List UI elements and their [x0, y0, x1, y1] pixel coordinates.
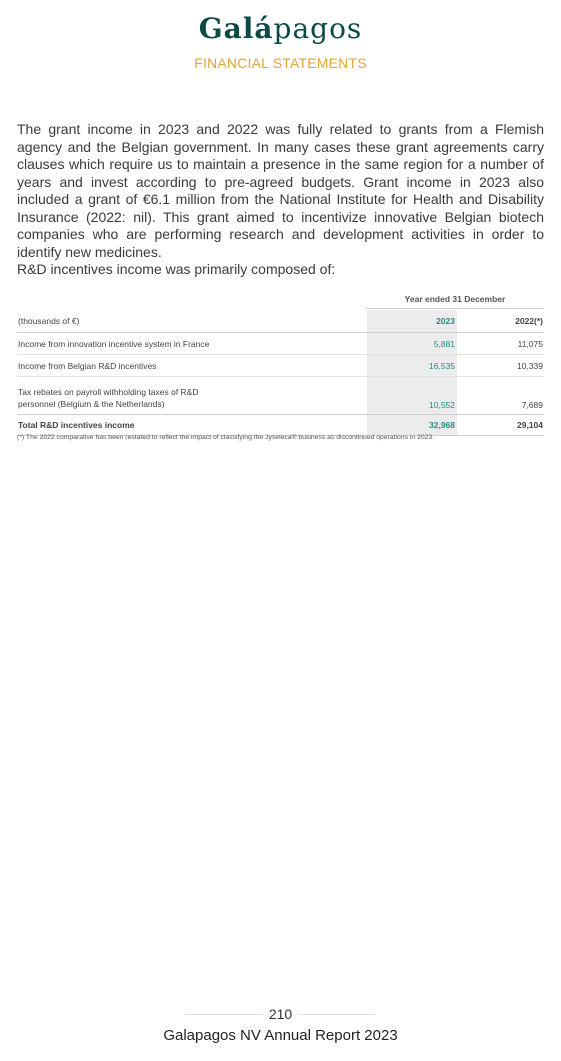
total-2023: 32,968 — [367, 415, 457, 436]
company-logo — [0, 12, 561, 45]
value-2023: 16,535 — [367, 355, 457, 377]
section-title: FINANCIAL STATEMENTS — [194, 55, 367, 71]
row-label: Income from Belgian R&D incentives — [17, 355, 367, 377]
value-2023: 5,881 — [367, 333, 457, 355]
total-label: Total R&D incentives income — [17, 415, 367, 436]
unit-label: (thousands of €) — [17, 310, 367, 333]
value-2022: 11,075 — [457, 333, 544, 355]
value-2022: 10,339 — [457, 355, 544, 377]
grant-income-paragraph: The grant income in 2023 and 2022 was fully related to grants from a Flemish agency and the Belgian government. In many cases these grant agreements carry clauses which require us to maintain a presence in the same region for a number of years and invest according to pre-agreed budgets. Grant income in 2023 also included a grant of €6.1 million from the National Institute for Health and Disability Insurance (2022: nil). This grant aimed to incentivize innovative Belgian biotech companies who are performing research and development activities in order to identify new medicines. — [17, 121, 544, 260]
period-header: Year ended 31 December — [404, 294, 506, 304]
table-total-row — [17, 415, 544, 436]
table-row — [17, 355, 544, 377]
period-divider — [366, 308, 544, 309]
table-row — [17, 333, 544, 355]
column-header-2023: 2023 — [367, 310, 457, 333]
total-2022: 29,104 — [457, 415, 544, 436]
table-header-row — [17, 310, 544, 333]
logo-text-bold: Galá — [198, 12, 274, 45]
page-number-text: 210 — [263, 1006, 298, 1022]
row-label: Income from innovation incentive system in France — [17, 333, 367, 355]
logo-text-light: pagos — [273, 12, 363, 45]
table-footnote: (*) The 2022 comparative has been restated to reflect the impact of classifying the Jyseleca® business as discontinued operations in 2023. — [17, 434, 435, 441]
table-row — [17, 377, 544, 415]
page-number — [0, 1006, 561, 1022]
value-2023: 10,552 — [367, 377, 457, 415]
row-label: Tax rebates on payroll withholding taxes of R&D personnel (Belgium & the Netherlands) — [17, 377, 367, 415]
column-header-2022: 2022(*) — [457, 310, 544, 333]
rd-incentives-lead: R&D incentives income was primarily composed of: — [17, 261, 336, 277]
value-2022: 7,689 — [457, 377, 544, 415]
data-table — [17, 310, 544, 436]
report-name: Galapagos NV Annual Report 2023 — [163, 1027, 398, 1044]
